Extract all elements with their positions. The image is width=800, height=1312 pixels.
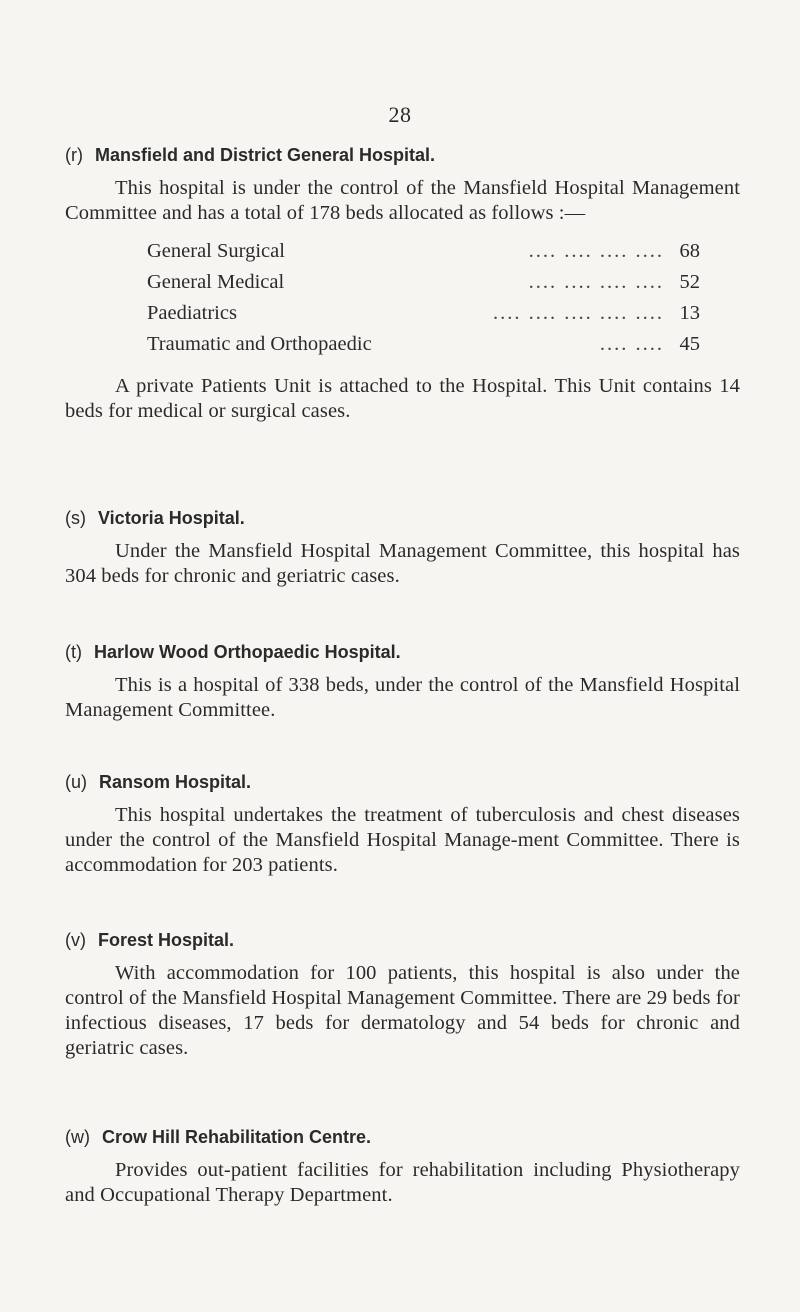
- section-heading: [65, 508, 740, 529]
- section-heading: [65, 1127, 740, 1148]
- section-letter: (s): [65, 508, 86, 528]
- dot-leader: .... ....: [599, 333, 664, 355]
- section-v: [65, 930, 740, 1061]
- bed-label: General Medical: [147, 271, 285, 293]
- section-title: Victoria Hospital.: [98, 508, 245, 528]
- section-r: [65, 145, 740, 424]
- bed-count: 68: [679, 240, 700, 262]
- section-s: [65, 508, 740, 589]
- bed-count: 13: [679, 302, 700, 324]
- section-note: A private Patients Unit is attached to the Hospital. This Unit contains 14 beds for medical or surgical cases.: [65, 375, 740, 422]
- bed-count: 45: [679, 333, 700, 355]
- section-heading: [65, 145, 740, 166]
- section-text: With accommodation for 100 patients, this hospital is also under the control of the Mansfield Hospital Management Committee. There are 29 beds for infectious diseases, 17 beds for dermatology and 54 beds for chronic and geriatric cases.: [65, 962, 740, 1059]
- bed-row: [147, 333, 700, 364]
- section-title: Forest Hospital.: [98, 930, 235, 950]
- bed-label: General Surgical: [147, 240, 285, 262]
- section-t: [65, 642, 740, 723]
- bed-row: [147, 240, 700, 271]
- section-letter: (t): [65, 642, 82, 662]
- bed-row: [147, 271, 700, 302]
- section-text: Provides out-patient facilities for rehabilitation including Physiotherapy and Occupational Therapy Department.: [65, 1159, 740, 1206]
- bed-allocation-table: [147, 240, 700, 364]
- section-title: Mansfield and District General Hospital.: [94, 145, 436, 165]
- section-heading: [65, 642, 740, 663]
- page-number: 28: [388, 102, 412, 127]
- section-letter: (u): [65, 772, 87, 792]
- section-title: Ransom Hospital.: [99, 772, 252, 792]
- dot-leader: .... .... .... .... ....: [493, 302, 664, 324]
- section-title: Harlow Wood Orthopaedic Hospital.: [94, 642, 401, 662]
- section-text: This hospital undertakes the treatment of tuberculosis and chest diseases under the control of the Mansfield Hospital Manage-ment Committee. There is accommodation for 203 patients.: [65, 804, 740, 876]
- section-u: [65, 772, 740, 878]
- bed-label: Paediatrics: [147, 302, 237, 324]
- section-intro: This hospital is under the control of the Mansfield Hospital Management Committee and has a total of 178 beds allocated as follows :—: [65, 177, 740, 224]
- dot-leader: .... .... .... ....: [528, 240, 664, 262]
- bed-row: [147, 302, 700, 333]
- section-heading: [65, 930, 740, 951]
- section-w: [65, 1127, 740, 1208]
- bed-label: Traumatic and Orthopaedic: [147, 333, 372, 355]
- section-title: Crow Hill Rehabilitation Centre.: [102, 1127, 372, 1147]
- section-heading: [65, 772, 740, 793]
- dot-leader: .... .... .... ....: [528, 271, 664, 293]
- section-letter: (r): [65, 145, 83, 165]
- bed-count: 52: [679, 271, 700, 293]
- section-text: This is a hospital of 338 beds, under the control of the Mansfield Hospital Management Committee.: [65, 674, 740, 721]
- section-letter: (w): [65, 1127, 90, 1147]
- section-text: Under the Mansfield Hospital Management Committee, this hospital has 304 beds for chronic and geriatric cases.: [65, 540, 740, 587]
- section-letter: (v): [65, 930, 86, 950]
